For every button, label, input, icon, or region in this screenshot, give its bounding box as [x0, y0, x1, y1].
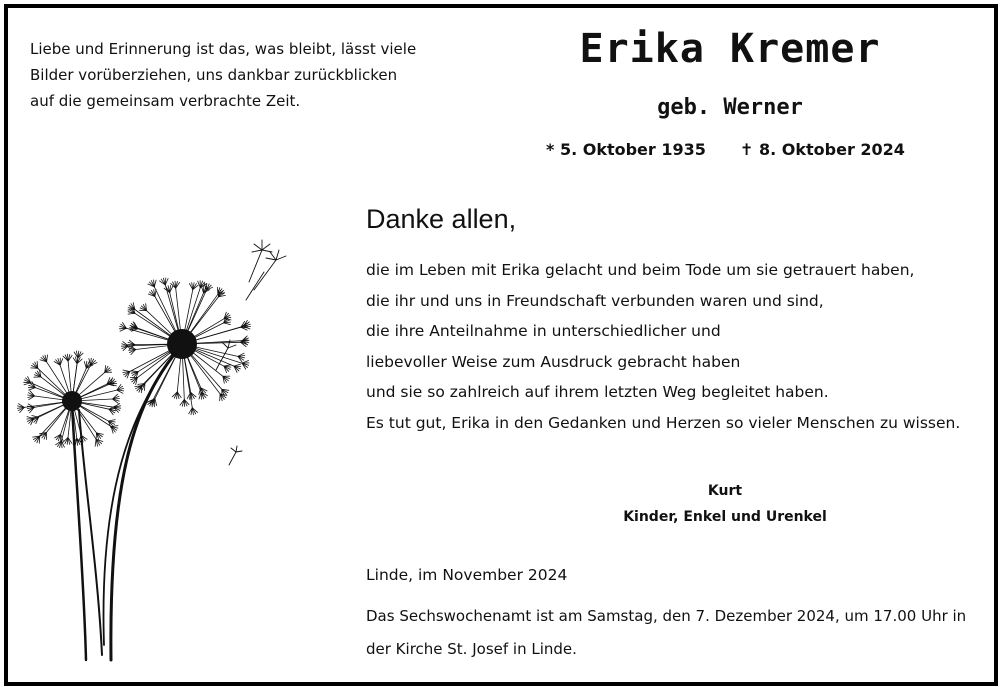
signature-name: Kurt [707, 483, 743, 499]
maiden-name: geb. Werner [657, 95, 803, 120]
deceased-name: Erika Kremer [579, 26, 881, 72]
signature-family: Kinder, Enkel und Urenkel [623, 509, 827, 525]
dandelion-icon [14, 220, 294, 670]
notice-line: der Kirche St. Josef in Linde. [366, 640, 577, 658]
thanks-line: die ihr und uns in Freundschaft verbunden waren und sind, [366, 291, 824, 310]
death-date: ✝ 8. Oktober 2024 [740, 140, 905, 159]
place-date: Linde, im November 2024 [366, 566, 568, 584]
motto-line: Liebe und Erinnerung ist das, was bleibt, lässt viele [30, 40, 417, 58]
notice-line: Das Sechswochenamt ist am Samstag, den 7. Dezember 2024, um 17.00 Uhr in [366, 607, 967, 625]
birth-date: * 5. Oktober 1935 [546, 140, 706, 159]
thanks-line: liebevoller Weise zum Ausdruck gebracht haben [366, 352, 741, 371]
motto-quote [30, 36, 450, 114]
thanks-text [366, 255, 986, 438]
motto-line: Bilder vorüberziehen, uns dankbar zurückblicken [30, 66, 398, 84]
family-signature [560, 478, 890, 530]
thanks-line: Es tut gut, Erika in den Gedanken und Herzen so vieler Menschen zu wissen. [366, 413, 961, 432]
thanks-line: und sie so zahlreich auf ihrem letzten Weg begleitet haben. [366, 383, 829, 401]
mass-notice [366, 600, 986, 666]
thanks-greeting: Danke allen, [366, 204, 517, 234]
thanks-line: die im Leben mit Erika gelacht und beim Tode um sie getrauert haben, [366, 261, 915, 279]
thanks-line: die ihre Anteilnahme in unterschiedlicher und [366, 322, 721, 340]
motto-line: auf die gemeinsam verbrachte Zeit. [30, 92, 301, 110]
